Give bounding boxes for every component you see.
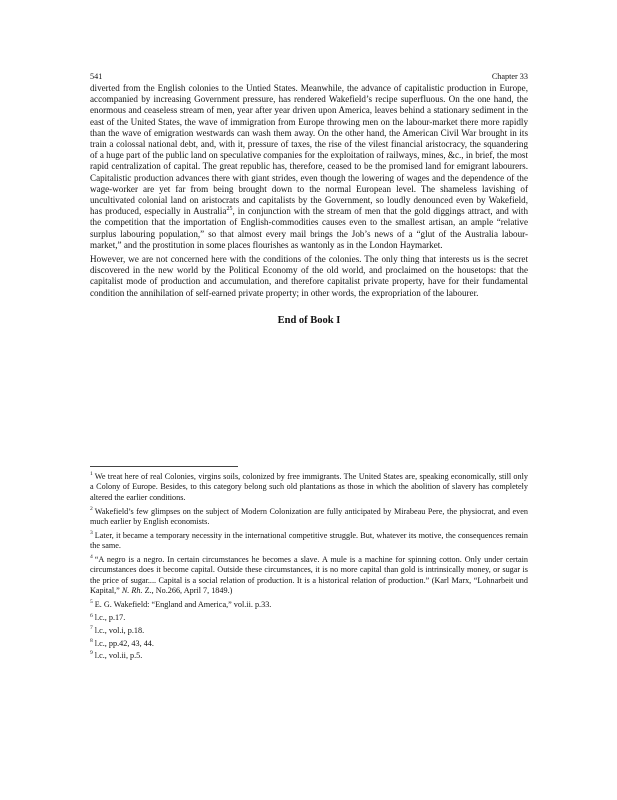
footnote-8 — [90, 639, 528, 649]
footnote-6 — [90, 613, 528, 623]
footnote-text: l.c., pp.42, 43, 44. — [94, 638, 154, 648]
footnote-number: 9 — [90, 650, 93, 657]
footnote-number: 2 — [90, 505, 93, 512]
footnote-number: 8 — [90, 637, 93, 644]
footnote-7 — [90, 626, 528, 636]
footnote-number: 6 — [90, 612, 93, 619]
footnote-number: 3 — [90, 529, 93, 536]
footnote-text: E. G. Wakefield: “England and America,” vol.ii. p.33. — [94, 599, 272, 609]
footnote-divider — [90, 466, 238, 467]
page-content — [90, 72, 528, 326]
footnote-ref-25[interactable]: 25 — [226, 206, 233, 213]
footnote-number: 1 — [90, 471, 93, 478]
footnote-2 — [90, 507, 528, 528]
paragraph-1-text-b: , in conjunction with the stream of men that the gold diggings attract, and with the competition that the importation of English-commodities causes even to the smallest artisan, an ample “relative surplus labouring population,” so that almost every mail brings the Job’s news of a “glut of the Australia labour-market,” and the prostitution in some places flourishes as wantonly as in the London Haymarket. — [90, 206, 528, 250]
chapter-label: Chapter 33 — [491, 72, 528, 81]
footnote-4 — [90, 555, 528, 597]
running-header — [90, 72, 528, 82]
footnote-text: Wakefield’s few glimpses on the subject of Modern Colonization are fully anticipated by Mirabeau Pere, the physiocrat, and even much earlier by English economists. — [90, 506, 528, 526]
footnote-text: Z., No.266, April 7, 1849.) — [142, 585, 233, 595]
footnote-text: l.c., p.17. — [94, 613, 126, 623]
end-of-book-heading: End of Book I — [277, 314, 341, 326]
footnote-3 — [90, 531, 528, 552]
footnote-text: We treat here of real Colonies, virgins soils, colonized by free immigrants. The United States are, speaking economically, still only a Colony of Europe. Besides, to this category belong such old plantations as those in which the abolition of slavery has completely altered the earlier conditions. — [90, 472, 528, 502]
body-paragraph-1 — [90, 83, 528, 251]
footnote-number: 7 — [90, 625, 93, 632]
footnote-number: 5 — [90, 598, 93, 605]
footnote-text: l.c., vol.i, p.18. — [94, 625, 145, 635]
footnote-text-italic: N. Rh. — [121, 585, 143, 595]
footnote-5 — [90, 600, 528, 610]
footnote-text: “A negro is a negro. In certain circumstances he becomes a slave. A mule is a machine for spinning cotton. Only under certain circumstances does it become capital. Outside these circumstances, it is no more capital than gold is intrinsically money, or sugar is the price of sugar.... Capital is a social relation of production. It is a historical relation of production.” (Karl Marx, “Lohnarbeit und Kapital,” — [90, 554, 528, 595]
footnote-9 — [90, 651, 528, 661]
paragraph-1-text-a: diverted from the English colonies to the Untied States. Meanwhile, the advance of capitalistic production in Europe, accompanied by increasing Government pressure, has rendered Wakefield’s recipe superfluous. On the one hand, the enormous and ceaseless stream of men, year after year driven upon America, leaves behind a stationary sediment in the east of the United States, the wave of immigration from Europe throwing men on the labour-market there more rapidly than the wave of emigration westwards can wash them away. On the other hand, the American Civil War brought in its train a colossal national debt, and, with it, pressure of taxes, the rise of the vilest financial aristocracy, the squandering of a huge part of the public land on speculative companies for the exploitation of railways, mines, &c., in brief, the most rapid centralization of capital. The great republic has, therefore, ceased to be the promised land for emigrant labourers. Capitalistic production advances there with giant strides, even though the lowering of wages and the dependence of the wage-worker are yet far from being brought down to the normal European level. The shameless lavishing of uncultivated colonial land on aristocrats and capitalists by the Government, so loudly denounced even by Wakefield, has produced, especially in Australia — [90, 83, 528, 217]
footnote-number: 4 — [90, 554, 93, 560]
body-paragraph-2: However, we are not concerned here with the conditions of the colonies. The only thing that interests us is the secret discovered in the new world by the Political Economy of the old world, and proclaimed on the housetops: that the capitalist mode of production and accumulation, and therefore capitalist private property, have for their fundamental condition the annihilation of self-earned private property; in other words, the expropriation of the labourer. — [90, 254, 528, 298]
footnote-text: Later, it became a temporary necessity in the international competitive struggle. But, whatever its motive, the consequences remain the same. — [90, 530, 528, 551]
footnotes — [90, 472, 528, 664]
footnote-1 — [90, 472, 528, 503]
footnote-text: l.c., vol.ii, p.5. — [94, 651, 143, 661]
page-number: 541 — [90, 72, 103, 81]
